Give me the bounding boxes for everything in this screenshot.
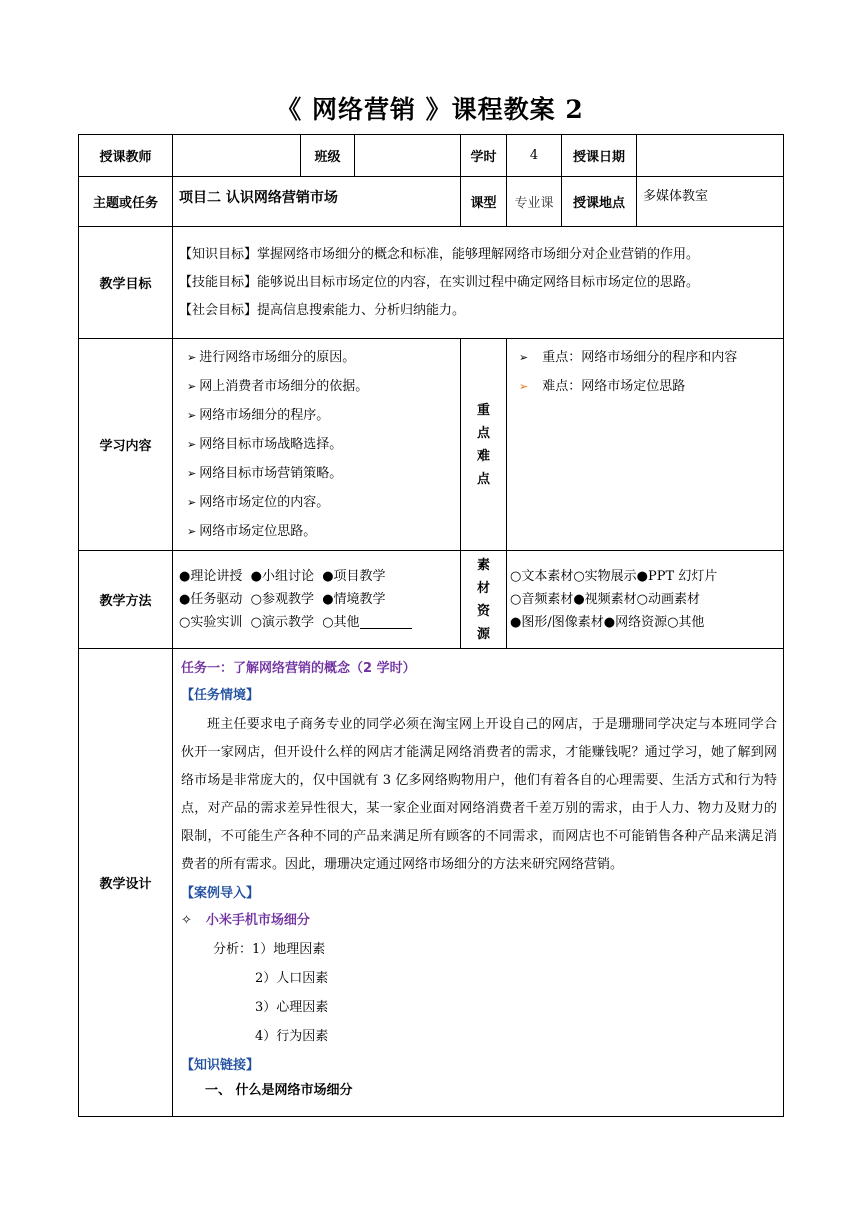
resources-row: ●图形/图像素材●网络资源○其他 [510,615,705,630]
key-difficulty-label: 重 点 难 点 [461,339,507,551]
list-item: ➢ 网络市场定位的内容。 [187,495,330,510]
design-label: 教学设计 [79,649,173,1117]
blank-line [360,616,412,629]
resources-row: ○音频素材●视频素材○动画素材 [510,592,701,607]
teacher-label: 授课教师 [79,135,173,177]
list-item: ➢ 进行网络市场细分的原因。 [187,350,356,365]
arrow-bullet-icon: ➢ [187,525,197,538]
analysis-row: 3）心理因素 [255,1000,329,1015]
place-label: 授课地点 [562,177,637,227]
arrow-bullet-icon: ➢ [187,409,197,422]
arrow-bullet-icon: ➢ [187,351,197,364]
class-label: 班级 [301,135,355,177]
scenario-heading: 【任务情境】 [181,688,260,703]
methods-row: ○实验实训 ○演示教学 ○其他 [179,611,454,634]
type-value: 专业课 [507,177,562,227]
arrow-bullet-icon: ➢ [187,438,197,451]
analysis-row: 4）行为因素 [255,1029,329,1044]
methods-label: 教学方法 [79,551,173,649]
place-value: 多媒体教室 [637,177,784,227]
content-label: 学习内容 [79,339,173,551]
date-label: 授课日期 [562,135,637,177]
case-title: ✧ 小米手机市场细分 [181,913,310,928]
teacher-value [173,135,301,177]
arrow-bullet-icon: ➢ [519,351,529,364]
list-item: ➢ 网络市场定位思路。 [187,524,317,539]
list-item: ➢ 网络目标市场战略选择。 [187,437,343,452]
task-title: 任务一：了解网络营销的概念（2 学时） [181,661,416,676]
list-item: ➢ 网络市场细分的程序。 [187,408,330,423]
content-list [173,339,460,550]
topic-label: 主题或任务 [79,177,173,227]
objective-skill: 【技能目标】能够说出目标市场定位的内容，在实训过程中确定网络目标市场定位的思路。 [179,274,700,290]
arrow-bullet-icon: ➢ [187,496,197,509]
topic-value: 项目二 认识网络营销市场 [173,177,461,227]
analysis-row: 2）人口因素 [255,971,329,986]
resources-label: 素 材 资 源 [461,551,507,649]
arrow-bullet-icon: ➢ [187,380,197,393]
link-first-heading: 一、 什么是网络市场细分 [205,1083,353,1098]
methods-row: ●理论讲授 ●小组讨论 ●项目教学 [179,569,386,584]
date-value [637,135,784,177]
list-item: ➢ 网络目标市场营销策略。 [187,466,343,481]
arrow-bullet-icon: ➢ [519,380,529,393]
content-list-cell [173,339,461,551]
hours-value: 4 [507,135,562,177]
page-title: 《 网络营销 》课程教案 2 [276,95,584,124]
difficulty-point-item: ➢ 难点：网络市场定位思路 [519,379,686,394]
analysis-row: 分析：1）地理因素 [213,942,326,957]
key-list [507,339,783,405]
resources-content [507,551,784,649]
key-difficulty-content [507,339,784,551]
objective-knowledge: 【知识目标】掌握网络市场细分的概念和标准，能够理解网络市场细分对企业营销的作用。 [179,246,700,262]
design-content [173,649,784,1117]
diamond-bullet-icon: ✧ [181,913,192,928]
methods-row: ●任务驱动 ○参观教学 ●情境教学 [179,592,386,607]
objective-social: 【社会目标】提高信息搜索能力、分析归纳能力。 [179,302,466,318]
resources-row: ○文本素材○实物展示●PPT 幻灯片 [510,569,718,584]
list-item: ➢ 网上消费者市场细分的依据。 [187,379,369,394]
link-heading: 【知识链接】 [181,1058,260,1073]
scenario-text: 班主任要求电子商务专业的同学必须在淘宝网上开设自己的网店，于是珊珊同学决定与本班同学合伙开一家网店，但开设什么样的网店才能满足网络消费者的需求，才能赚钱呢？通过学习，她了解到网络市场是非常庞大的，仅中国就有 3 亿多网络购物用户，他们有着各自的心理需要、生活方式和行为特点，对产品的需求差异性很大，某一家企业面对网络消费者千差万别的需求，由于人力、物力及财力的限制，不可能生产各种不同的产品来满足所有顾客的不同需求，而网店也不可能销售各种产品来满足消费者的所有需求。因此，珊珊决定通过网络市场细分的方法来研究网络营销。 [181,717,777,872]
key-point-item: ➢ 重点：网络市场细分的程序和内容 [519,350,738,365]
type-label: 课型 [461,177,507,227]
arrow-bullet-icon: ➢ [187,467,197,480]
class-value [355,135,461,177]
objectives-label: 教学目标 [79,227,173,339]
objectives-content [173,227,784,339]
hours-label: 学时 [461,135,507,177]
lesson-plan-table [78,134,784,1117]
methods-content [173,551,461,649]
case-heading: 【案例导入】 [181,886,260,901]
